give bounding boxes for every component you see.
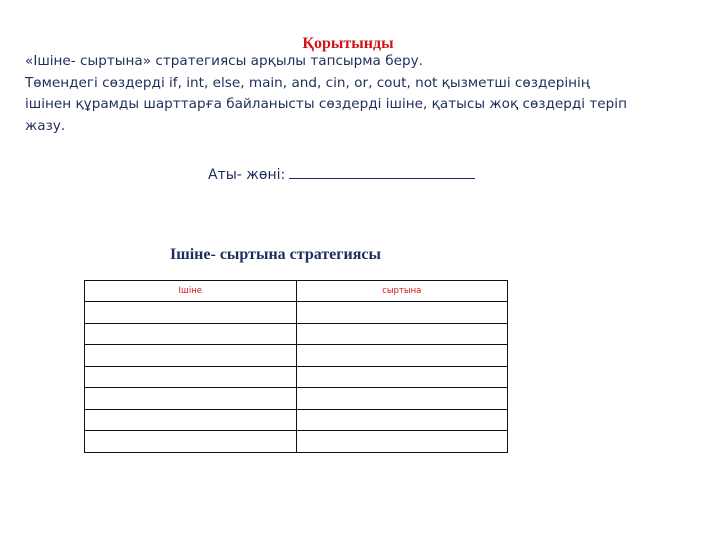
name-field — [208, 164, 475, 183]
cell-outside[interactable] — [296, 431, 508, 453]
instruction-line-4: жазу. — [25, 117, 66, 134]
cell-outside[interactable] — [296, 388, 508, 410]
cell-inside[interactable] — [85, 431, 297, 453]
instructions — [25, 51, 705, 137]
table-row — [85, 431, 508, 453]
strategy-table — [84, 280, 508, 453]
table-header-row — [85, 281, 508, 302]
table-row — [85, 388, 508, 410]
table-row — [85, 345, 508, 367]
instruction-line-3: ішінен құрамды шарттарға байланысты сөздерді ішіне, қатысы жоқ сөздерді теріп — [25, 96, 627, 112]
instruction-line-2: Төмендегі сөздерді if, int, else, main, and, cin, or, cout, not қызметші сөздерінің — [25, 74, 590, 91]
column-header-outside: сыртына — [296, 281, 508, 302]
cell-outside[interactable] — [296, 409, 508, 431]
name-label: Аты- жөні: — [208, 167, 286, 183]
table-row — [85, 302, 508, 324]
cell-outside[interactable] — [296, 366, 508, 388]
column-header-inside: Ішіне — [85, 281, 297, 302]
page-title: Қорытынды — [302, 35, 394, 52]
cell-inside[interactable] — [85, 366, 297, 388]
cell-inside[interactable] — [85, 388, 297, 410]
cell-inside[interactable] — [85, 323, 297, 345]
cell-inside[interactable] — [85, 409, 297, 431]
instruction-line-1: «Ішіне- сыртына» стратегиясы арқылы тапсырма беру. — [25, 53, 423, 69]
cell-outside[interactable] — [296, 302, 508, 324]
table-row — [85, 366, 508, 388]
table-row — [85, 323, 508, 345]
table-title: Ішіне- сыртына стратегиясы — [170, 246, 382, 263]
name-blank-input[interactable] — [289, 164, 475, 179]
table-row — [85, 409, 508, 431]
cell-outside[interactable] — [296, 345, 508, 367]
cell-inside[interactable] — [85, 302, 297, 324]
cell-inside[interactable] — [85, 345, 297, 367]
cell-outside[interactable] — [296, 323, 508, 345]
